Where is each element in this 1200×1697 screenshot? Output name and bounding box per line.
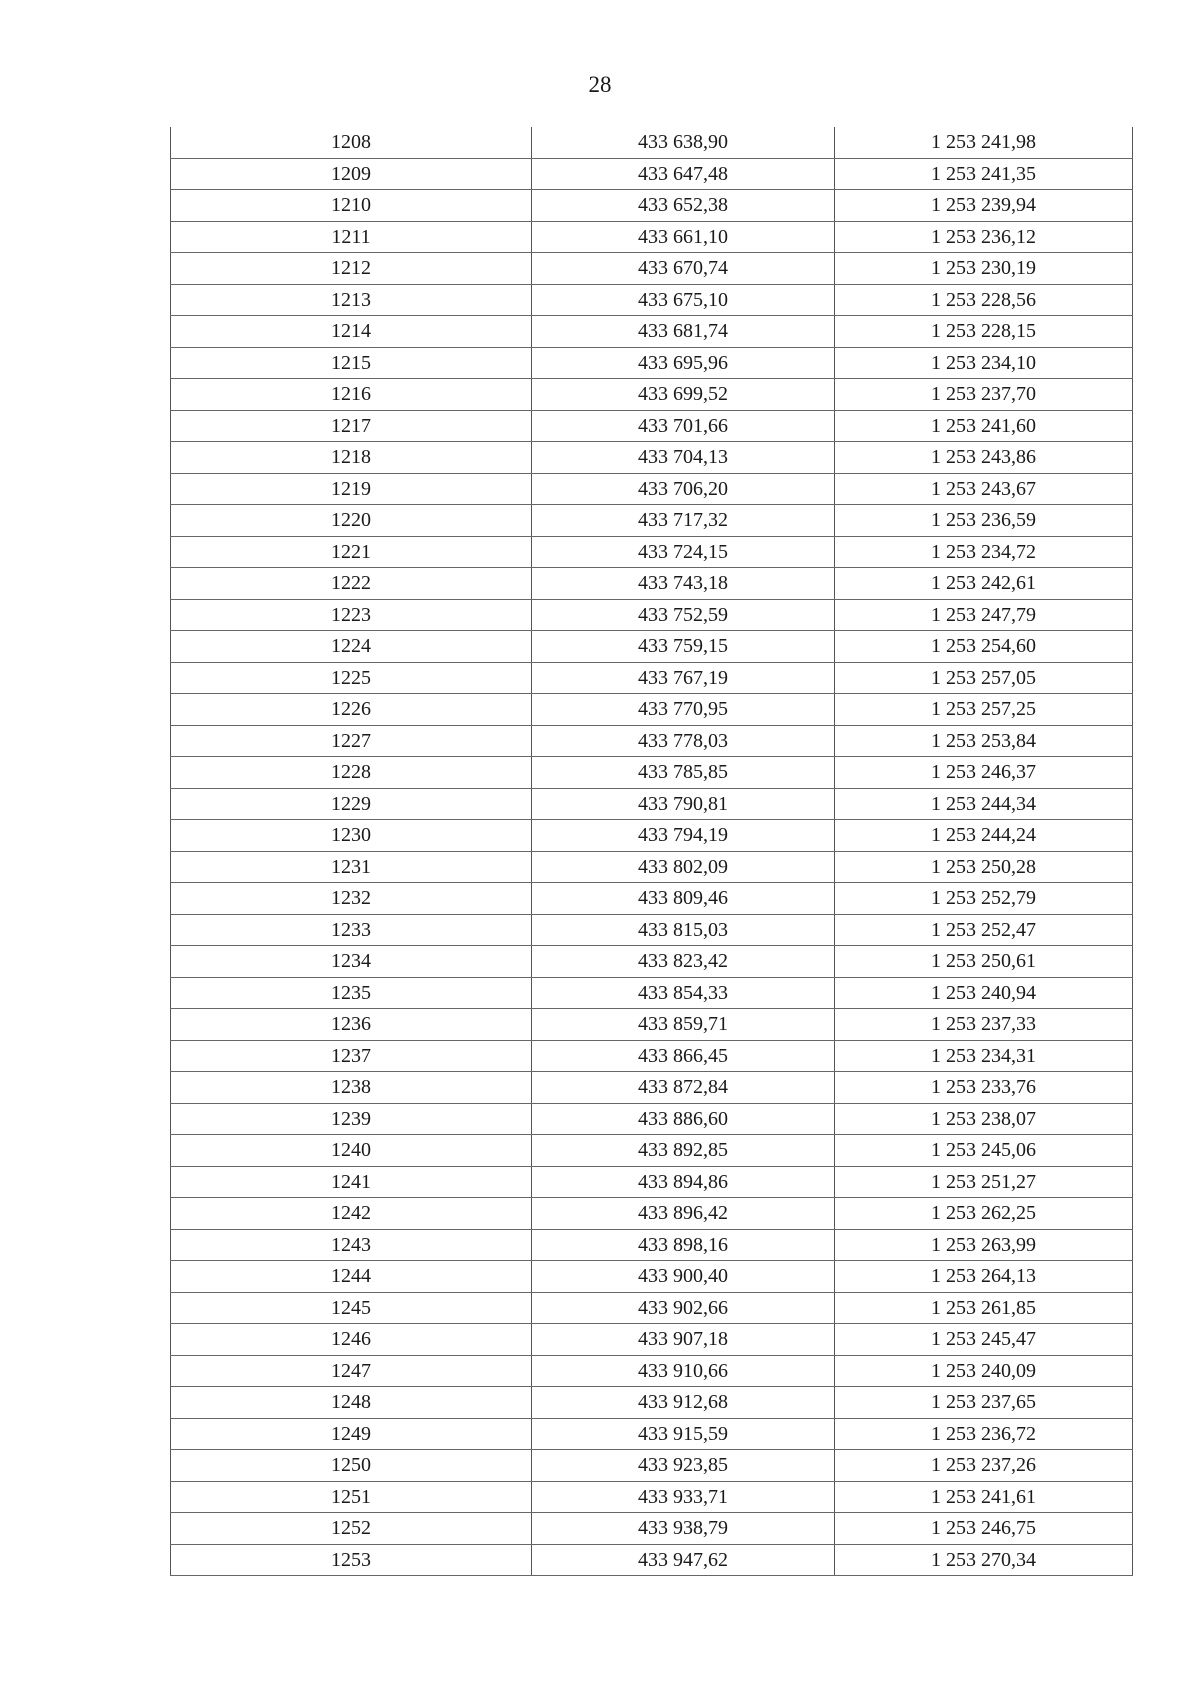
table-row <box>171 1135 1133 1167</box>
point-number-cell: 1225 <box>171 662 532 694</box>
table-row <box>171 1324 1133 1356</box>
y-coordinate-cell: 1 253 234,31 <box>835 1040 1133 1072</box>
y-coordinate-cell: 1 253 241,60 <box>835 410 1133 442</box>
table-row <box>171 694 1133 726</box>
point-number-cell: 1211 <box>171 221 532 253</box>
y-coordinate-cell: 1 253 236,72 <box>835 1418 1133 1450</box>
y-coordinate-cell: 1 253 241,35 <box>835 158 1133 190</box>
y-coordinate-cell: 1 253 243,67 <box>835 473 1133 505</box>
point-number-cell: 1223 <box>171 599 532 631</box>
y-coordinate-cell: 1 253 236,59 <box>835 505 1133 537</box>
point-number-cell: 1249 <box>171 1418 532 1450</box>
y-coordinate-cell: 1 253 237,26 <box>835 1450 1133 1482</box>
table-row <box>171 253 1133 285</box>
table-row <box>171 347 1133 379</box>
x-coordinate-cell: 433 892,85 <box>532 1135 835 1167</box>
y-coordinate-cell: 1 253 237,65 <box>835 1387 1133 1419</box>
table-row <box>171 946 1133 978</box>
table-row <box>171 127 1133 158</box>
table-row <box>171 1355 1133 1387</box>
y-coordinate-cell: 1 253 245,47 <box>835 1324 1133 1356</box>
y-coordinate-cell: 1 253 238,07 <box>835 1103 1133 1135</box>
point-number-cell: 1246 <box>171 1324 532 1356</box>
x-coordinate-cell: 433 675,10 <box>532 284 835 316</box>
point-number-cell: 1213 <box>171 284 532 316</box>
x-coordinate-cell: 433 652,38 <box>532 190 835 222</box>
x-coordinate-cell: 433 785,85 <box>532 757 835 789</box>
x-coordinate-cell: 433 910,66 <box>532 1355 835 1387</box>
point-number-cell: 1239 <box>171 1103 532 1135</box>
x-coordinate-cell: 433 695,96 <box>532 347 835 379</box>
y-coordinate-cell: 1 253 234,10 <box>835 347 1133 379</box>
table-row <box>171 505 1133 537</box>
table-row <box>171 1103 1133 1135</box>
y-coordinate-cell: 1 253 247,79 <box>835 599 1133 631</box>
y-coordinate-cell: 1 253 261,85 <box>835 1292 1133 1324</box>
table-row <box>171 1072 1133 1104</box>
table-row <box>171 1513 1133 1545</box>
y-coordinate-cell: 1 253 246,37 <box>835 757 1133 789</box>
x-coordinate-cell: 433 704,13 <box>532 442 835 474</box>
x-coordinate-cell: 433 938,79 <box>532 1513 835 1545</box>
x-coordinate-cell: 433 866,45 <box>532 1040 835 1072</box>
x-coordinate-cell: 433 681,74 <box>532 316 835 348</box>
x-coordinate-cell: 433 770,95 <box>532 694 835 726</box>
point-number-cell: 1208 <box>171 127 532 158</box>
y-coordinate-cell: 1 253 228,15 <box>835 316 1133 348</box>
point-number-cell: 1248 <box>171 1387 532 1419</box>
y-coordinate-cell: 1 253 253,84 <box>835 725 1133 757</box>
y-coordinate-cell: 1 253 252,47 <box>835 914 1133 946</box>
table-row <box>171 284 1133 316</box>
y-coordinate-cell: 1 253 246,75 <box>835 1513 1133 1545</box>
y-coordinate-cell: 1 253 244,34 <box>835 788 1133 820</box>
x-coordinate-cell: 433 809,46 <box>532 883 835 915</box>
x-coordinate-cell: 433 638,90 <box>532 127 835 158</box>
table-row <box>171 536 1133 568</box>
y-coordinate-cell: 1 253 257,05 <box>835 662 1133 694</box>
y-coordinate-cell: 1 253 240,09 <box>835 1355 1133 1387</box>
x-coordinate-cell: 433 752,59 <box>532 599 835 631</box>
page-number: 28 <box>588 72 612 97</box>
point-number-cell: 1210 <box>171 190 532 222</box>
y-coordinate-cell: 1 253 252,79 <box>835 883 1133 915</box>
point-number-cell: 1218 <box>171 442 532 474</box>
table-row <box>171 725 1133 757</box>
point-number-cell: 1244 <box>171 1261 532 1293</box>
y-coordinate-cell: 1 253 262,25 <box>835 1198 1133 1230</box>
point-number-cell: 1238 <box>171 1072 532 1104</box>
table-row <box>171 851 1133 883</box>
table-row <box>171 1481 1133 1513</box>
table-row <box>171 662 1133 694</box>
point-number-cell: 1228 <box>171 757 532 789</box>
x-coordinate-cell: 433 778,03 <box>532 725 835 757</box>
point-number-cell: 1224 <box>171 631 532 663</box>
point-number-cell: 1214 <box>171 316 532 348</box>
table-row <box>171 631 1133 663</box>
point-number-cell: 1230 <box>171 820 532 852</box>
x-coordinate-cell: 433 794,19 <box>532 820 835 852</box>
y-coordinate-cell: 1 253 233,76 <box>835 1072 1133 1104</box>
y-coordinate-cell: 1 253 234,72 <box>835 536 1133 568</box>
x-coordinate-cell: 433 898,16 <box>532 1229 835 1261</box>
table-row <box>171 914 1133 946</box>
table-row <box>171 221 1133 253</box>
table-row <box>171 473 1133 505</box>
x-coordinate-cell: 433 923,85 <box>532 1450 835 1482</box>
table-row <box>171 158 1133 190</box>
table-row <box>171 883 1133 915</box>
table-row <box>171 757 1133 789</box>
y-coordinate-cell: 1 253 241,61 <box>835 1481 1133 1513</box>
point-number-cell: 1222 <box>171 568 532 600</box>
x-coordinate-cell: 433 872,84 <box>532 1072 835 1104</box>
y-coordinate-cell: 1 253 251,27 <box>835 1166 1133 1198</box>
x-coordinate-cell: 433 894,86 <box>532 1166 835 1198</box>
point-number-cell: 1219 <box>171 473 532 505</box>
x-coordinate-cell: 433 854,33 <box>532 977 835 1009</box>
x-coordinate-cell: 433 802,09 <box>532 851 835 883</box>
y-coordinate-cell: 1 253 244,24 <box>835 820 1133 852</box>
point-number-cell: 1221 <box>171 536 532 568</box>
table-row <box>171 1198 1133 1230</box>
table-row <box>171 1261 1133 1293</box>
point-number-cell: 1243 <box>171 1229 532 1261</box>
y-coordinate-cell: 1 253 239,94 <box>835 190 1133 222</box>
table-row <box>171 1040 1133 1072</box>
x-coordinate-cell: 433 724,15 <box>532 536 835 568</box>
y-coordinate-cell: 1 253 257,25 <box>835 694 1133 726</box>
x-coordinate-cell: 433 699,52 <box>532 379 835 411</box>
point-number-cell: 1232 <box>171 883 532 915</box>
x-coordinate-cell: 433 706,20 <box>532 473 835 505</box>
y-coordinate-cell: 1 253 270,34 <box>835 1544 1133 1576</box>
point-number-cell: 1242 <box>171 1198 532 1230</box>
x-coordinate-cell: 433 815,03 <box>532 914 835 946</box>
point-number-cell: 1209 <box>171 158 532 190</box>
x-coordinate-cell: 433 661,10 <box>532 221 835 253</box>
table-row <box>171 1544 1133 1576</box>
x-coordinate-cell: 433 670,74 <box>532 253 835 285</box>
table-row <box>171 1450 1133 1482</box>
point-number-cell: 1231 <box>171 851 532 883</box>
point-number-cell: 1237 <box>171 1040 532 1072</box>
table-row <box>171 599 1133 631</box>
point-number-cell: 1236 <box>171 1009 532 1041</box>
x-coordinate-cell: 433 915,59 <box>532 1418 835 1450</box>
y-coordinate-cell: 1 253 243,86 <box>835 442 1133 474</box>
x-coordinate-cell: 433 902,66 <box>532 1292 835 1324</box>
table-row <box>171 820 1133 852</box>
y-coordinate-cell: 1 253 237,70 <box>835 379 1133 411</box>
table-row <box>171 1387 1133 1419</box>
point-number-cell: 1226 <box>171 694 532 726</box>
y-coordinate-cell: 1 253 264,13 <box>835 1261 1133 1293</box>
point-number-cell: 1235 <box>171 977 532 1009</box>
y-coordinate-cell: 1 253 263,99 <box>835 1229 1133 1261</box>
x-coordinate-cell: 433 859,71 <box>532 1009 835 1041</box>
table-row <box>171 410 1133 442</box>
coordinates-table <box>170 127 1133 1576</box>
table-row <box>171 1418 1133 1450</box>
y-coordinate-cell: 1 253 242,61 <box>835 568 1133 600</box>
point-number-cell: 1227 <box>171 725 532 757</box>
table-row <box>171 442 1133 474</box>
y-coordinate-cell: 1 253 228,56 <box>835 284 1133 316</box>
x-coordinate-cell: 433 647,48 <box>532 158 835 190</box>
point-number-cell: 1229 <box>171 788 532 820</box>
x-coordinate-cell: 433 759,15 <box>532 631 835 663</box>
coordinates-table-body <box>171 127 1133 1576</box>
point-number-cell: 1241 <box>171 1166 532 1198</box>
x-coordinate-cell: 433 912,68 <box>532 1387 835 1419</box>
point-number-cell: 1251 <box>171 1481 532 1513</box>
point-number-cell: 1234 <box>171 946 532 978</box>
table-row <box>171 190 1133 222</box>
point-number-cell: 1250 <box>171 1450 532 1482</box>
y-coordinate-cell: 1 253 240,94 <box>835 977 1133 1009</box>
table-row <box>171 1292 1133 1324</box>
x-coordinate-cell: 433 767,19 <box>532 662 835 694</box>
x-coordinate-cell: 433 790,81 <box>532 788 835 820</box>
point-number-cell: 1215 <box>171 347 532 379</box>
table-row <box>171 379 1133 411</box>
point-number-cell: 1247 <box>171 1355 532 1387</box>
table-row <box>171 568 1133 600</box>
y-coordinate-cell: 1 253 230,19 <box>835 253 1133 285</box>
point-number-cell: 1216 <box>171 379 532 411</box>
table-row <box>171 977 1133 1009</box>
table-row <box>171 316 1133 348</box>
table-row <box>171 788 1133 820</box>
y-coordinate-cell: 1 253 254,60 <box>835 631 1133 663</box>
x-coordinate-cell: 433 947,62 <box>532 1544 835 1576</box>
point-number-cell: 1253 <box>171 1544 532 1576</box>
point-number-cell: 1240 <box>171 1135 532 1167</box>
x-coordinate-cell: 433 823,42 <box>532 946 835 978</box>
x-coordinate-cell: 433 717,32 <box>532 505 835 537</box>
point-number-cell: 1252 <box>171 1513 532 1545</box>
table-row <box>171 1166 1133 1198</box>
point-number-cell: 1220 <box>171 505 532 537</box>
y-coordinate-cell: 1 253 250,61 <box>835 946 1133 978</box>
x-coordinate-cell: 433 907,18 <box>532 1324 835 1356</box>
x-coordinate-cell: 433 896,42 <box>532 1198 835 1230</box>
table-row <box>171 1229 1133 1261</box>
x-coordinate-cell: 433 886,60 <box>532 1103 835 1135</box>
y-coordinate-cell: 1 253 241,98 <box>835 127 1133 158</box>
point-number-cell: 1212 <box>171 253 532 285</box>
point-number-cell: 1217 <box>171 410 532 442</box>
point-number-cell: 1245 <box>171 1292 532 1324</box>
y-coordinate-cell: 1 253 237,33 <box>835 1009 1133 1041</box>
x-coordinate-cell: 433 701,66 <box>532 410 835 442</box>
x-coordinate-cell: 433 743,18 <box>532 568 835 600</box>
y-coordinate-cell: 1 253 245,06 <box>835 1135 1133 1167</box>
point-number-cell: 1233 <box>171 914 532 946</box>
x-coordinate-cell: 433 900,40 <box>532 1261 835 1293</box>
table-row <box>171 1009 1133 1041</box>
y-coordinate-cell: 1 253 236,12 <box>835 221 1133 253</box>
y-coordinate-cell: 1 253 250,28 <box>835 851 1133 883</box>
x-coordinate-cell: 433 933,71 <box>532 1481 835 1513</box>
